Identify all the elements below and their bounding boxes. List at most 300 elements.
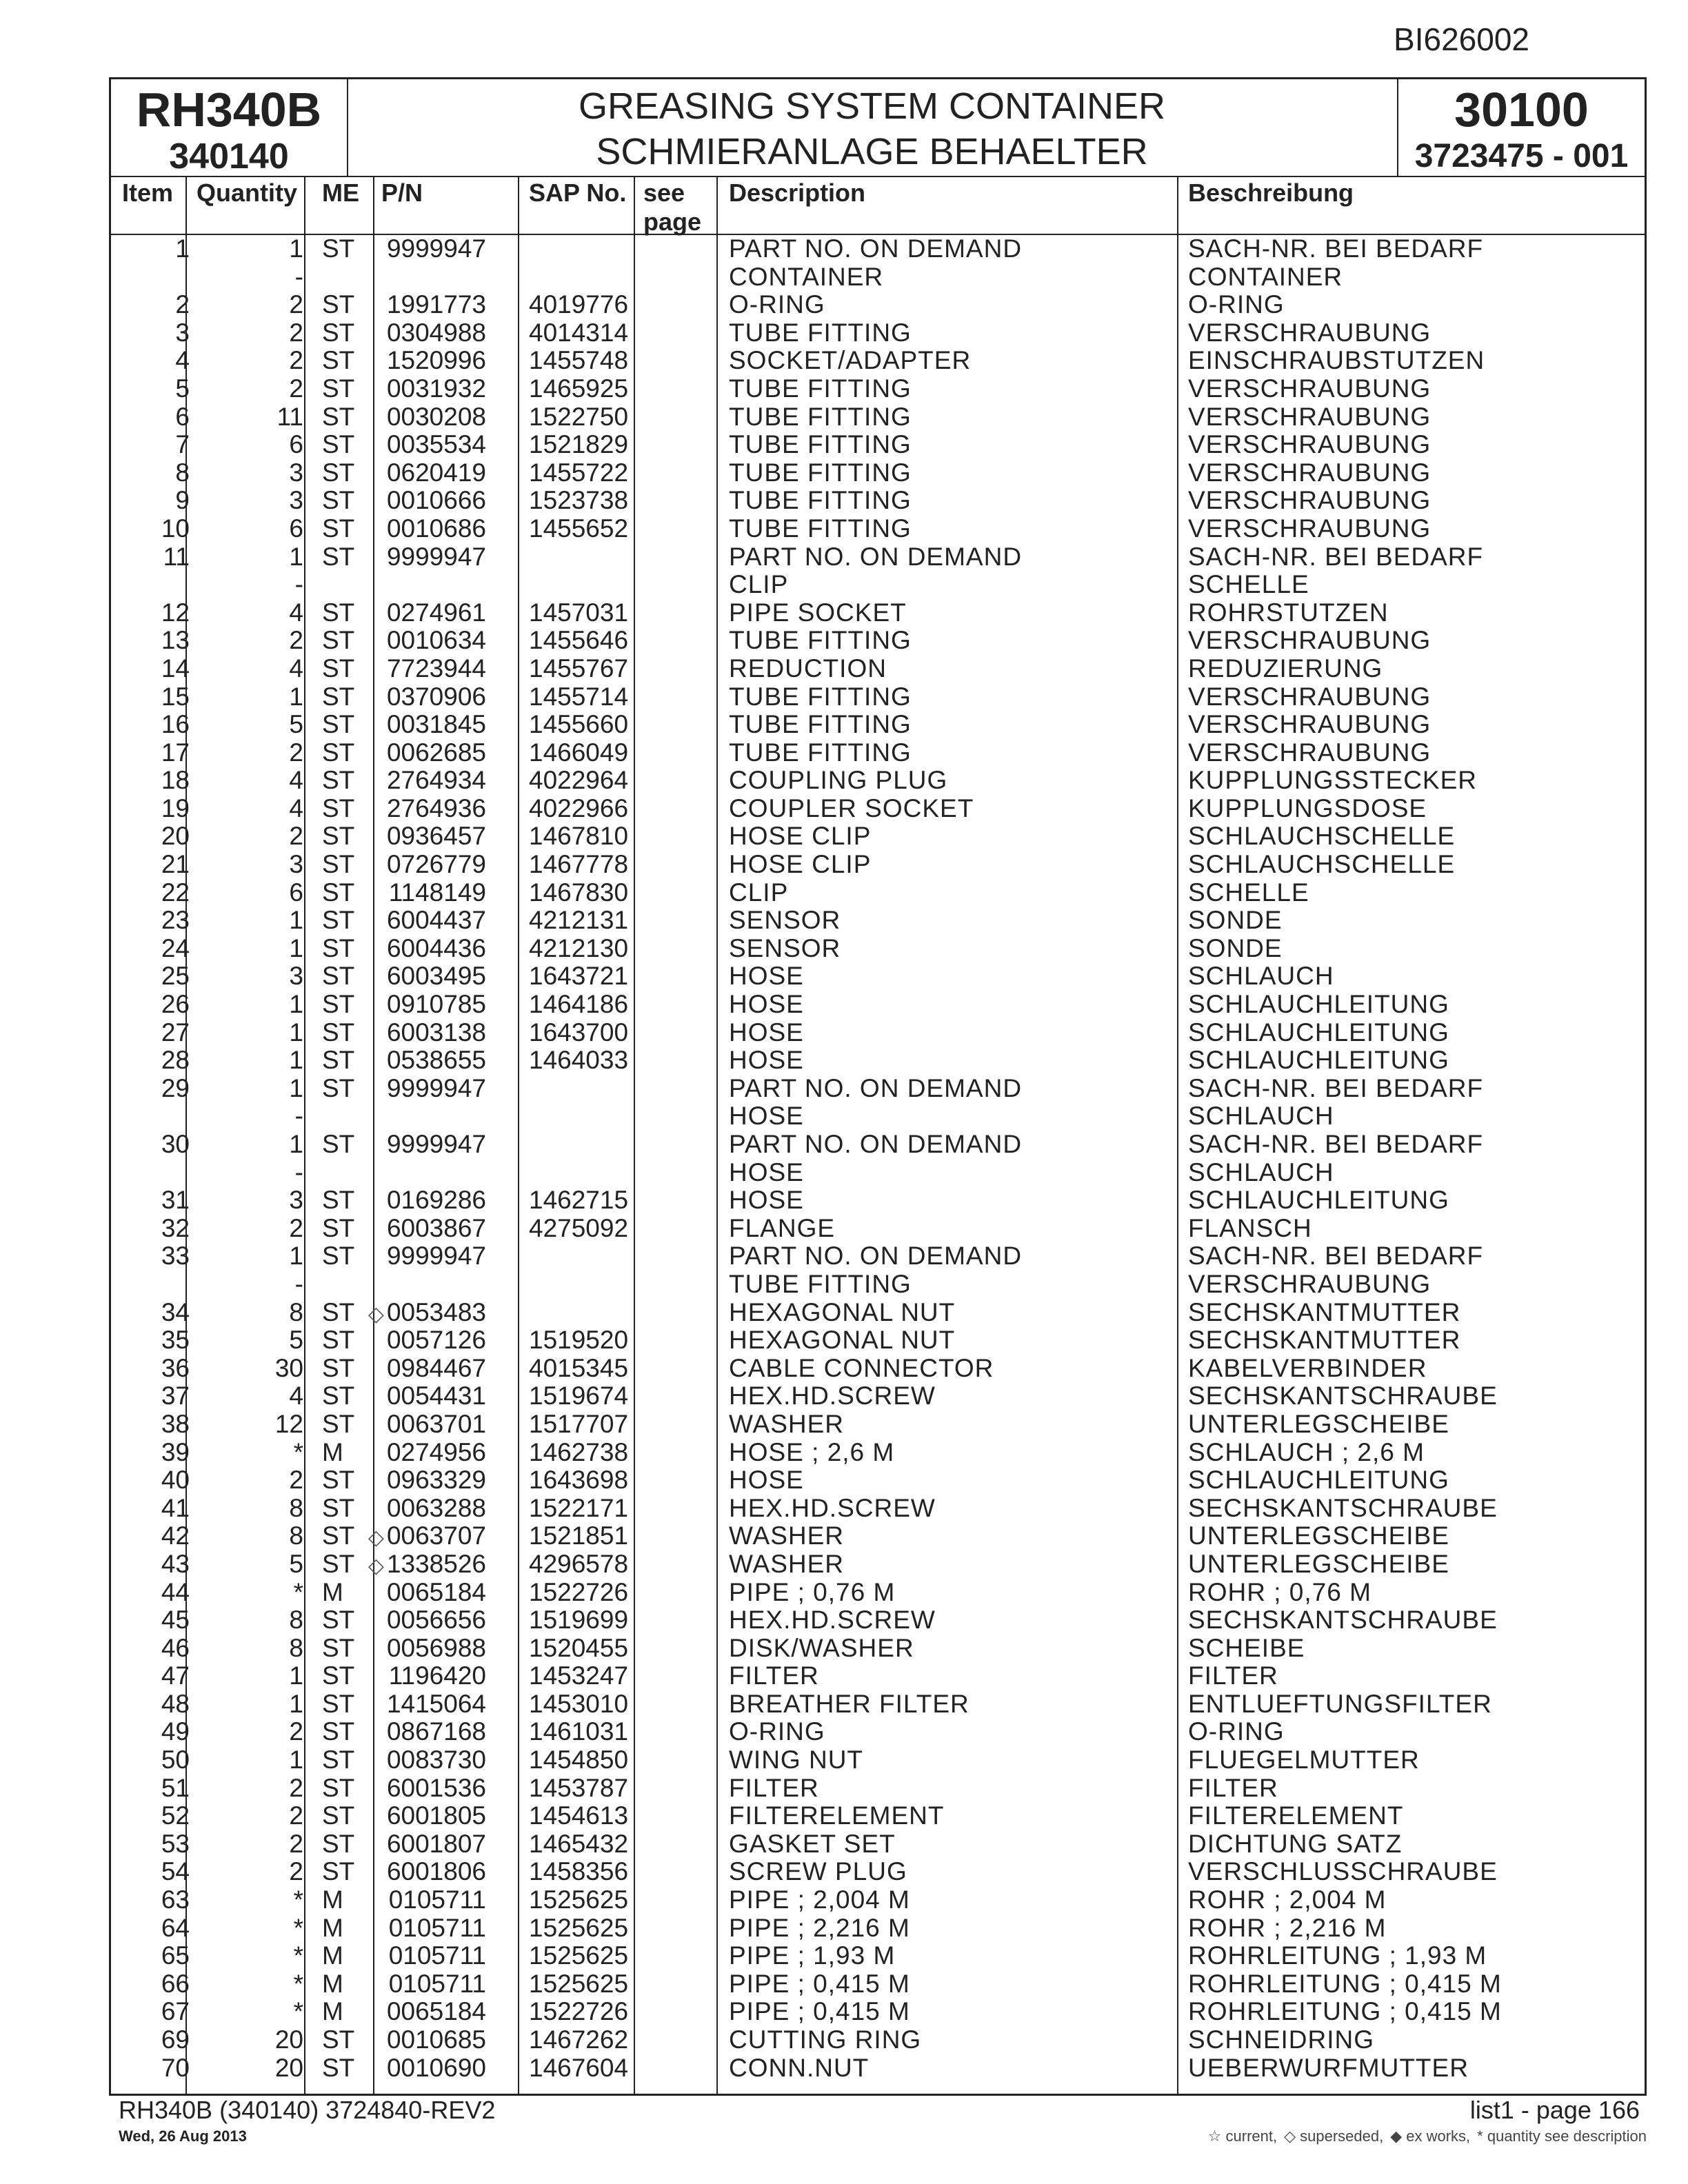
cell-description: CLIP bbox=[729, 878, 789, 907]
cell-me: ST bbox=[322, 1717, 355, 1746]
cell-me: ST bbox=[322, 2053, 355, 2082]
cell-description: TUBE FITTING bbox=[729, 738, 912, 767]
cell-beschreibung: VERSCHRAUBUNG bbox=[1188, 710, 1431, 739]
cell-pn: 0065184 bbox=[386, 1997, 486, 2026]
cell-me: ST bbox=[322, 626, 355, 655]
cell-pn: 9999947 bbox=[386, 1130, 486, 1158]
cell-description: FILTER bbox=[729, 1661, 819, 1690]
table-row bbox=[111, 1271, 1645, 1299]
cell-sap: 1525625 bbox=[529, 1885, 629, 1914]
cell-sap: 1517707 bbox=[529, 1409, 629, 1438]
cell-item: 29 bbox=[161, 1073, 190, 1102]
cell-quantity: * bbox=[293, 1577, 303, 1606]
cell-pn: 0063288 bbox=[386, 1493, 486, 1522]
cell-sap: 1521829 bbox=[529, 430, 629, 459]
cell-me: ST bbox=[322, 1409, 355, 1438]
table-row bbox=[111, 1466, 1645, 1495]
cell-sap: 1520455 bbox=[529, 1633, 629, 1662]
cell-description: TUBE FITTING bbox=[729, 318, 912, 347]
cell-quantity: 4 bbox=[289, 654, 303, 682]
cell-sap: 1525625 bbox=[529, 1941, 629, 1970]
parts-table-body bbox=[111, 235, 1645, 2082]
cell-me: ST bbox=[322, 1661, 355, 1690]
cell-pn: 6003867 bbox=[386, 1213, 486, 1242]
table-row bbox=[111, 1942, 1645, 1970]
cell-quantity: 6 bbox=[289, 514, 303, 543]
cell-description: FLANGE bbox=[729, 1213, 836, 1242]
cell-pn: 7723944 bbox=[386, 654, 486, 682]
cell-description: HOSE bbox=[729, 990, 804, 1019]
cell-quantity: 2 bbox=[289, 346, 303, 375]
cell-description: FILTER bbox=[729, 1773, 819, 1802]
cell-pn: 0304988 bbox=[386, 318, 486, 347]
cell-beschreibung: SCHLAUCH bbox=[1188, 962, 1334, 991]
cell-description: HOSE ; 2,6 M bbox=[729, 1437, 895, 1466]
cell-pn: 6001807 bbox=[386, 1829, 486, 1858]
table-row bbox=[111, 235, 1645, 263]
cell-description: WASHER bbox=[729, 1409, 845, 1438]
cell-quantity: 1 bbox=[289, 234, 303, 263]
cell-quantity: 2 bbox=[289, 1213, 303, 1242]
cell-sap: 1455714 bbox=[529, 682, 629, 711]
cell-beschreibung: SCHLAUCHSCHELLE bbox=[1188, 822, 1456, 851]
cell-pn: 1415064 bbox=[386, 1689, 486, 1718]
cell-description: PIPE ; 2,216 M bbox=[729, 1913, 910, 1942]
cell-me: ST bbox=[322, 1326, 355, 1355]
cell-item: 3 bbox=[175, 318, 190, 347]
cell-item: 63 bbox=[161, 1885, 190, 1914]
cell-quantity: 5 bbox=[289, 1326, 303, 1355]
cell-beschreibung: KUPPLUNGSDOSE bbox=[1188, 793, 1427, 822]
cell-beschreibung: SCHEIBE bbox=[1188, 1633, 1305, 1662]
cell-quantity: * bbox=[293, 1969, 303, 1998]
cell-me: ST bbox=[322, 318, 355, 347]
cell-description: SENSOR bbox=[729, 906, 841, 935]
cell-description: CONTAINER bbox=[729, 262, 884, 291]
cell-item: 31 bbox=[161, 1186, 190, 1215]
table-row bbox=[111, 1606, 1645, 1635]
cell-item: 22 bbox=[161, 878, 190, 907]
cell-beschreibung: SCHELLE bbox=[1188, 878, 1309, 907]
cell-sap: 1455748 bbox=[529, 346, 629, 375]
cell-pn: 0030208 bbox=[386, 402, 486, 431]
cell-beschreibung: DICHTUNG SATZ bbox=[1188, 1829, 1403, 1858]
cell-quantity: 3 bbox=[289, 850, 303, 879]
cell-pn: 9999947 bbox=[386, 234, 486, 263]
cell-quantity: 1 bbox=[289, 1746, 303, 1775]
cell-pn: 0062685 bbox=[386, 738, 486, 767]
cell-beschreibung: EINSCHRAUBSTUTZEN bbox=[1188, 346, 1485, 375]
cell-me: ST bbox=[322, 346, 355, 375]
cell-pn: 0035534 bbox=[386, 430, 486, 459]
col-beschreibung: Beschreibung bbox=[1188, 179, 1354, 207]
cell-quantity: 4 bbox=[289, 793, 303, 822]
cell-item: 24 bbox=[161, 933, 190, 962]
cell-description: SCREW PLUG bbox=[729, 1857, 907, 1886]
cell-sap: 1467810 bbox=[529, 822, 629, 851]
cell-pn: 0056656 bbox=[386, 1606, 486, 1635]
cell-description: TUBE FITTING bbox=[729, 626, 912, 655]
cell-description: PART NO. ON DEMAND bbox=[729, 234, 1023, 263]
table-row bbox=[111, 991, 1645, 1019]
cell-sap: 1522726 bbox=[529, 1997, 629, 2026]
table-row bbox=[111, 459, 1645, 487]
cell-description: CUTTING RING bbox=[729, 2025, 922, 2054]
cell-beschreibung: KABELVERBINDER bbox=[1188, 1353, 1427, 1382]
cell-beschreibung: ROHRLEITUNG ; 0,415 M bbox=[1188, 1997, 1502, 2026]
cell-quantity: 1 bbox=[289, 1130, 303, 1158]
cell-quantity: 6 bbox=[289, 430, 303, 459]
cell-sap: 1462738 bbox=[529, 1437, 629, 1466]
title-block bbox=[111, 79, 1645, 177]
legend-item: ◇ superseded, bbox=[1284, 2127, 1384, 2145]
footer-page: list1 - page 166 bbox=[1469, 2096, 1640, 2124]
parts-list-frame bbox=[109, 77, 1647, 2096]
cell-item: 19 bbox=[161, 793, 190, 822]
cell-sap: 1521851 bbox=[529, 1521, 629, 1550]
cell-beschreibung: SACH-NR. BEI BEDARF bbox=[1188, 542, 1484, 571]
cell-description: HOSE bbox=[729, 1466, 804, 1495]
cell-sap: 1643698 bbox=[529, 1466, 629, 1495]
cell-description: HOSE bbox=[729, 1102, 804, 1131]
cell-beschreibung: SECHSKANTSCHRAUBE bbox=[1188, 1606, 1498, 1635]
cell-me: ST bbox=[322, 1633, 355, 1662]
cell-item: 27 bbox=[161, 1018, 190, 1046]
cell-pn: 9999947 bbox=[386, 542, 486, 571]
cell-description: HEX.HD.SCREW bbox=[729, 1382, 936, 1410]
cell-pn: 0274961 bbox=[386, 598, 486, 627]
cell-quantity: 12 bbox=[274, 1409, 303, 1438]
cell-beschreibung: SCHLAUCHLEITUNG bbox=[1188, 1186, 1449, 1215]
cell-item: 12 bbox=[161, 598, 190, 627]
cell-beschreibung: UNTERLEGSCHEIBE bbox=[1188, 1521, 1449, 1550]
cell-me: ST bbox=[322, 682, 355, 711]
cell-quantity: 4 bbox=[289, 598, 303, 627]
cell-beschreibung: SONDE bbox=[1188, 906, 1283, 935]
table-row bbox=[111, 822, 1645, 851]
cell-sap: 1467262 bbox=[529, 2025, 629, 2054]
cell-description: PART NO. ON DEMAND bbox=[729, 1242, 1023, 1271]
cell-quantity: 2 bbox=[289, 318, 303, 347]
cell-quantity: 1 bbox=[289, 1073, 303, 1102]
cell-quantity: 1 bbox=[289, 682, 303, 711]
cell-beschreibung: VERSCHRAUBUNG bbox=[1188, 374, 1431, 403]
cell-item: 36 bbox=[161, 1353, 190, 1382]
cell-pn: 0010690 bbox=[386, 2053, 486, 2082]
table-row bbox=[111, 1299, 1645, 1327]
cell-beschreibung: FILTER bbox=[1188, 1661, 1278, 1690]
table-row bbox=[111, 1522, 1645, 1550]
cell-quantity: 4 bbox=[289, 1382, 303, 1410]
cell-beschreibung: SECHSKANTSCHRAUBE bbox=[1188, 1382, 1498, 1410]
cell-item: 40 bbox=[161, 1466, 190, 1495]
cell-description: HEXAGONAL NUT bbox=[729, 1297, 956, 1326]
cell-beschreibung: ROHRLEITUNG ; 0,415 M bbox=[1188, 1969, 1502, 1998]
table-row bbox=[111, 1998, 1645, 2026]
cell-sap: 1455660 bbox=[529, 710, 629, 739]
cell-beschreibung: SCHLAUCHLEITUNG bbox=[1188, 1046, 1449, 1075]
cell-sap: 1455722 bbox=[529, 458, 629, 487]
cell-item: 41 bbox=[161, 1493, 190, 1522]
table-row bbox=[111, 1102, 1645, 1131]
cell-quantity: 30 bbox=[274, 1353, 303, 1382]
cell-pn: 0105711 bbox=[388, 1913, 486, 1942]
cell-beschreibung: ROHR ; 2,004 M bbox=[1188, 1885, 1387, 1914]
cell-item: 51 bbox=[161, 1773, 190, 1802]
cell-description: CLIP bbox=[729, 570, 789, 599]
cell-me: ST bbox=[322, 234, 355, 263]
cell-me: ST bbox=[322, 1801, 355, 1830]
cell-sap: 1464033 bbox=[529, 1046, 629, 1075]
cell-pn: 0010634 bbox=[386, 626, 486, 655]
cell-sap: 1466049 bbox=[529, 738, 629, 767]
cell-quantity: 1 bbox=[289, 1689, 303, 1718]
table-row bbox=[111, 347, 1645, 375]
cell-sap: 1455767 bbox=[529, 654, 629, 682]
model-number: 340140 bbox=[169, 136, 289, 176]
cell-description: SENSOR bbox=[729, 933, 841, 962]
cell-description: HOSE bbox=[729, 1018, 804, 1046]
cell-beschreibung: SCHNEIDRING bbox=[1188, 2025, 1375, 2054]
cell-me: ST bbox=[322, 1466, 355, 1495]
cell-beschreibung: FILTERELEMENT bbox=[1188, 1801, 1404, 1830]
cell-item: 50 bbox=[161, 1746, 190, 1775]
cell-beschreibung: VERSCHRAUBUNG bbox=[1188, 738, 1431, 767]
cell-description: O-RING bbox=[729, 1717, 825, 1746]
cell-pn: 6004437 bbox=[386, 906, 486, 935]
cell-description: HOSE CLIP bbox=[729, 822, 872, 851]
cell-description: CONN.NUT bbox=[729, 2053, 870, 2082]
cell-item: 46 bbox=[161, 1633, 190, 1662]
cell-sap: 1464186 bbox=[529, 990, 629, 1019]
cell-beschreibung: VERSCHRAUBUNG bbox=[1188, 430, 1431, 459]
cell-description: PIPE ; 0,415 M bbox=[729, 1969, 910, 1998]
cell-item: 13 bbox=[161, 626, 190, 655]
cell-quantity: 2 bbox=[289, 626, 303, 655]
legend-item: ◆ ex works, bbox=[1390, 2127, 1471, 2145]
table-row bbox=[111, 739, 1645, 767]
cell-me: ST bbox=[322, 1018, 355, 1046]
cell-quantity: * bbox=[293, 1913, 303, 1942]
cell-beschreibung: SECHSKANTSCHRAUBE bbox=[1188, 1493, 1498, 1522]
cell-sap: 1467778 bbox=[529, 850, 629, 879]
col-description: Description bbox=[729, 179, 866, 207]
cell-item: 43 bbox=[161, 1549, 190, 1578]
cell-pn: ◇ 1338526 bbox=[368, 1549, 486, 1578]
cell-description: COUPLING PLUG bbox=[729, 766, 948, 795]
cell-quantity: - bbox=[294, 1269, 303, 1298]
cell-quantity: - bbox=[294, 570, 303, 599]
cell-item: 49 bbox=[161, 1717, 190, 1746]
cell-pn: 0910785 bbox=[386, 990, 486, 1019]
cell-pn: ◇ 0063707 bbox=[368, 1521, 486, 1550]
table-row bbox=[111, 1439, 1645, 1467]
table-row bbox=[111, 879, 1645, 907]
cell-quantity: 1 bbox=[289, 1046, 303, 1075]
cell-quantity: 4 bbox=[289, 766, 303, 795]
cell-quantity: - bbox=[294, 1157, 303, 1186]
table-row bbox=[111, 907, 1645, 935]
cell-beschreibung: SECHSKANTMUTTER bbox=[1188, 1326, 1461, 1355]
table-row bbox=[111, 655, 1645, 683]
cell-item: 53 bbox=[161, 1829, 190, 1858]
cell-quantity: 1 bbox=[289, 990, 303, 1019]
cell-quantity: 2 bbox=[289, 1857, 303, 1886]
cell-beschreibung: UNTERLEGSCHEIBE bbox=[1188, 1409, 1449, 1438]
cell-pn: 0936457 bbox=[386, 822, 486, 851]
cell-item: 21 bbox=[161, 850, 190, 879]
cell-beschreibung: VERSCHRAUBUNG bbox=[1188, 682, 1431, 711]
cell-me: M bbox=[322, 1885, 343, 1914]
cell-pn: 6001536 bbox=[386, 1773, 486, 1802]
cell-item: 15 bbox=[161, 682, 190, 711]
cell-me: ST bbox=[322, 430, 355, 459]
cell-description: REDUCTION bbox=[729, 654, 887, 682]
cell-quantity: 3 bbox=[289, 962, 303, 991]
col-pn: P/N bbox=[381, 179, 423, 207]
cell-sap: 4015345 bbox=[529, 1353, 629, 1382]
cell-sap: 4212130 bbox=[529, 933, 629, 962]
cell-description: TUBE FITTING bbox=[729, 486, 912, 515]
drawing-number: 3723475 - 001 bbox=[1414, 138, 1629, 174]
cell-description: HOSE CLIP bbox=[729, 850, 872, 879]
cell-beschreibung: VERSCHRAUBUNG bbox=[1188, 318, 1431, 347]
table-row bbox=[111, 1159, 1645, 1187]
cell-quantity: 1 bbox=[289, 1018, 303, 1046]
cell-quantity: 5 bbox=[289, 1549, 303, 1578]
table-row bbox=[111, 1186, 1645, 1215]
cell-pn: 0726779 bbox=[386, 850, 486, 879]
cell-quantity: 3 bbox=[289, 458, 303, 487]
cell-quantity: 3 bbox=[289, 1186, 303, 1215]
table-row bbox=[111, 1718, 1645, 1746]
cell-me: ST bbox=[322, 1130, 355, 1158]
cell-item: 47 bbox=[161, 1661, 190, 1690]
table-row bbox=[111, 1075, 1645, 1103]
table-row bbox=[111, 2054, 1645, 2083]
cell-item: 54 bbox=[161, 1857, 190, 1886]
cell-description: HEX.HD.SCREW bbox=[729, 1493, 936, 1522]
cell-item: 42 bbox=[161, 1521, 190, 1550]
cell-sap: 1467604 bbox=[529, 2053, 629, 2082]
cell-description: TUBE FITTING bbox=[729, 710, 912, 739]
table-row bbox=[111, 2026, 1645, 2054]
legend-item: ☆ current, bbox=[1207, 2127, 1278, 2145]
table-row bbox=[111, 683, 1645, 711]
cell-item: 5 bbox=[175, 374, 190, 403]
cell-beschreibung: ROHR ; 0,76 M bbox=[1188, 1577, 1372, 1606]
cell-me: ST bbox=[322, 1382, 355, 1410]
cell-me: ST bbox=[322, 1829, 355, 1858]
cell-pn: 6001805 bbox=[386, 1801, 486, 1830]
cell-beschreibung: SCHELLE bbox=[1188, 570, 1309, 599]
cell-sap: 1519674 bbox=[529, 1382, 629, 1410]
cell-sap: 1643700 bbox=[529, 1018, 629, 1046]
cell-quantity: 2 bbox=[289, 1466, 303, 1495]
cell-sap: 1643721 bbox=[529, 962, 629, 991]
cell-beschreibung: FLANSCH bbox=[1188, 1213, 1312, 1242]
cell-beschreibung: VERSCHRAUBUNG bbox=[1188, 1269, 1431, 1298]
cell-me: ST bbox=[322, 766, 355, 795]
cell-item: 6 bbox=[175, 402, 190, 431]
cell-item: 33 bbox=[161, 1242, 190, 1271]
cell-quantity: 1 bbox=[289, 906, 303, 935]
cell-beschreibung: FILTER bbox=[1188, 1773, 1278, 1802]
cell-item: 39 bbox=[161, 1437, 190, 1466]
title-cell bbox=[347, 79, 1397, 176]
cell-sap: 1519699 bbox=[529, 1606, 629, 1635]
table-row bbox=[111, 1635, 1645, 1663]
cell-quantity: 2 bbox=[289, 822, 303, 851]
cell-sap: 4022964 bbox=[529, 766, 629, 795]
table-row bbox=[111, 291, 1645, 319]
cell-me: ST bbox=[322, 1186, 355, 1215]
cell-beschreibung: FLUEGELMUTTER bbox=[1188, 1746, 1420, 1775]
cell-description: FILTERELEMENT bbox=[729, 1801, 945, 1830]
cell-me: ST bbox=[322, 374, 355, 403]
cell-description: PIPE ; 0,76 M bbox=[729, 1577, 896, 1606]
table-row bbox=[111, 711, 1645, 739]
cell-description: HOSE bbox=[729, 1046, 804, 1075]
cell-me: ST bbox=[322, 1521, 355, 1550]
cell-sap: 1522726 bbox=[529, 1577, 629, 1606]
cell-quantity: 1 bbox=[289, 1242, 303, 1271]
cell-description: PIPE ; 2,004 M bbox=[729, 1885, 910, 1914]
table-row bbox=[111, 851, 1645, 879]
table-row bbox=[111, 1019, 1645, 1047]
cell-description: GASKET SET bbox=[729, 1829, 896, 1858]
cell-quantity: - bbox=[294, 1102, 303, 1131]
table-row bbox=[111, 1662, 1645, 1690]
cell-item: 1 bbox=[175, 234, 190, 263]
cell-description: WASHER bbox=[729, 1549, 845, 1578]
cell-me: ST bbox=[322, 822, 355, 851]
cell-item: 32 bbox=[161, 1213, 190, 1242]
cell-quantity: 2 bbox=[289, 290, 303, 319]
cell-description: TUBE FITTING bbox=[729, 514, 912, 543]
col-sap: SAP No. bbox=[529, 179, 627, 207]
cell-item: 64 bbox=[161, 1913, 190, 1942]
cell-sap: 1519520 bbox=[529, 1326, 629, 1355]
cell-sap: 1467830 bbox=[529, 878, 629, 907]
table-row bbox=[111, 487, 1645, 515]
cell-item: 37 bbox=[161, 1382, 190, 1410]
cell-beschreibung: KUPPLUNGSSTECKER bbox=[1188, 766, 1477, 795]
cell-pn: ◇ 0053483 bbox=[368, 1297, 486, 1326]
cell-me: ST bbox=[322, 1857, 355, 1886]
table-row bbox=[111, 543, 1645, 572]
cell-pn: 0274956 bbox=[386, 1437, 486, 1466]
cell-item: 30 bbox=[161, 1130, 190, 1158]
cell-pn: 0056988 bbox=[386, 1633, 486, 1662]
cell-item: 2 bbox=[175, 290, 190, 319]
cell-quantity: 3 bbox=[289, 486, 303, 515]
model-name: RH340B bbox=[136, 83, 322, 136]
cell-pn: 6004436 bbox=[386, 933, 486, 962]
cell-quantity: - bbox=[294, 262, 303, 291]
col-me: ME bbox=[322, 179, 359, 207]
cell-beschreibung: ROHRLEITUNG ; 1,93 M bbox=[1188, 1941, 1487, 1970]
cell-beschreibung: VERSCHRAUBUNG bbox=[1188, 514, 1431, 543]
cell-beschreibung: VERSCHLUSSCHRAUBE bbox=[1188, 1857, 1498, 1886]
cell-quantity: 20 bbox=[274, 2053, 303, 2082]
cell-description: TUBE FITTING bbox=[729, 1269, 912, 1298]
cell-me: ST bbox=[322, 710, 355, 739]
cell-description: TUBE FITTING bbox=[729, 402, 912, 431]
cell-beschreibung: CONTAINER bbox=[1188, 262, 1343, 291]
model-cell bbox=[111, 79, 348, 176]
cell-item: 16 bbox=[161, 710, 190, 739]
